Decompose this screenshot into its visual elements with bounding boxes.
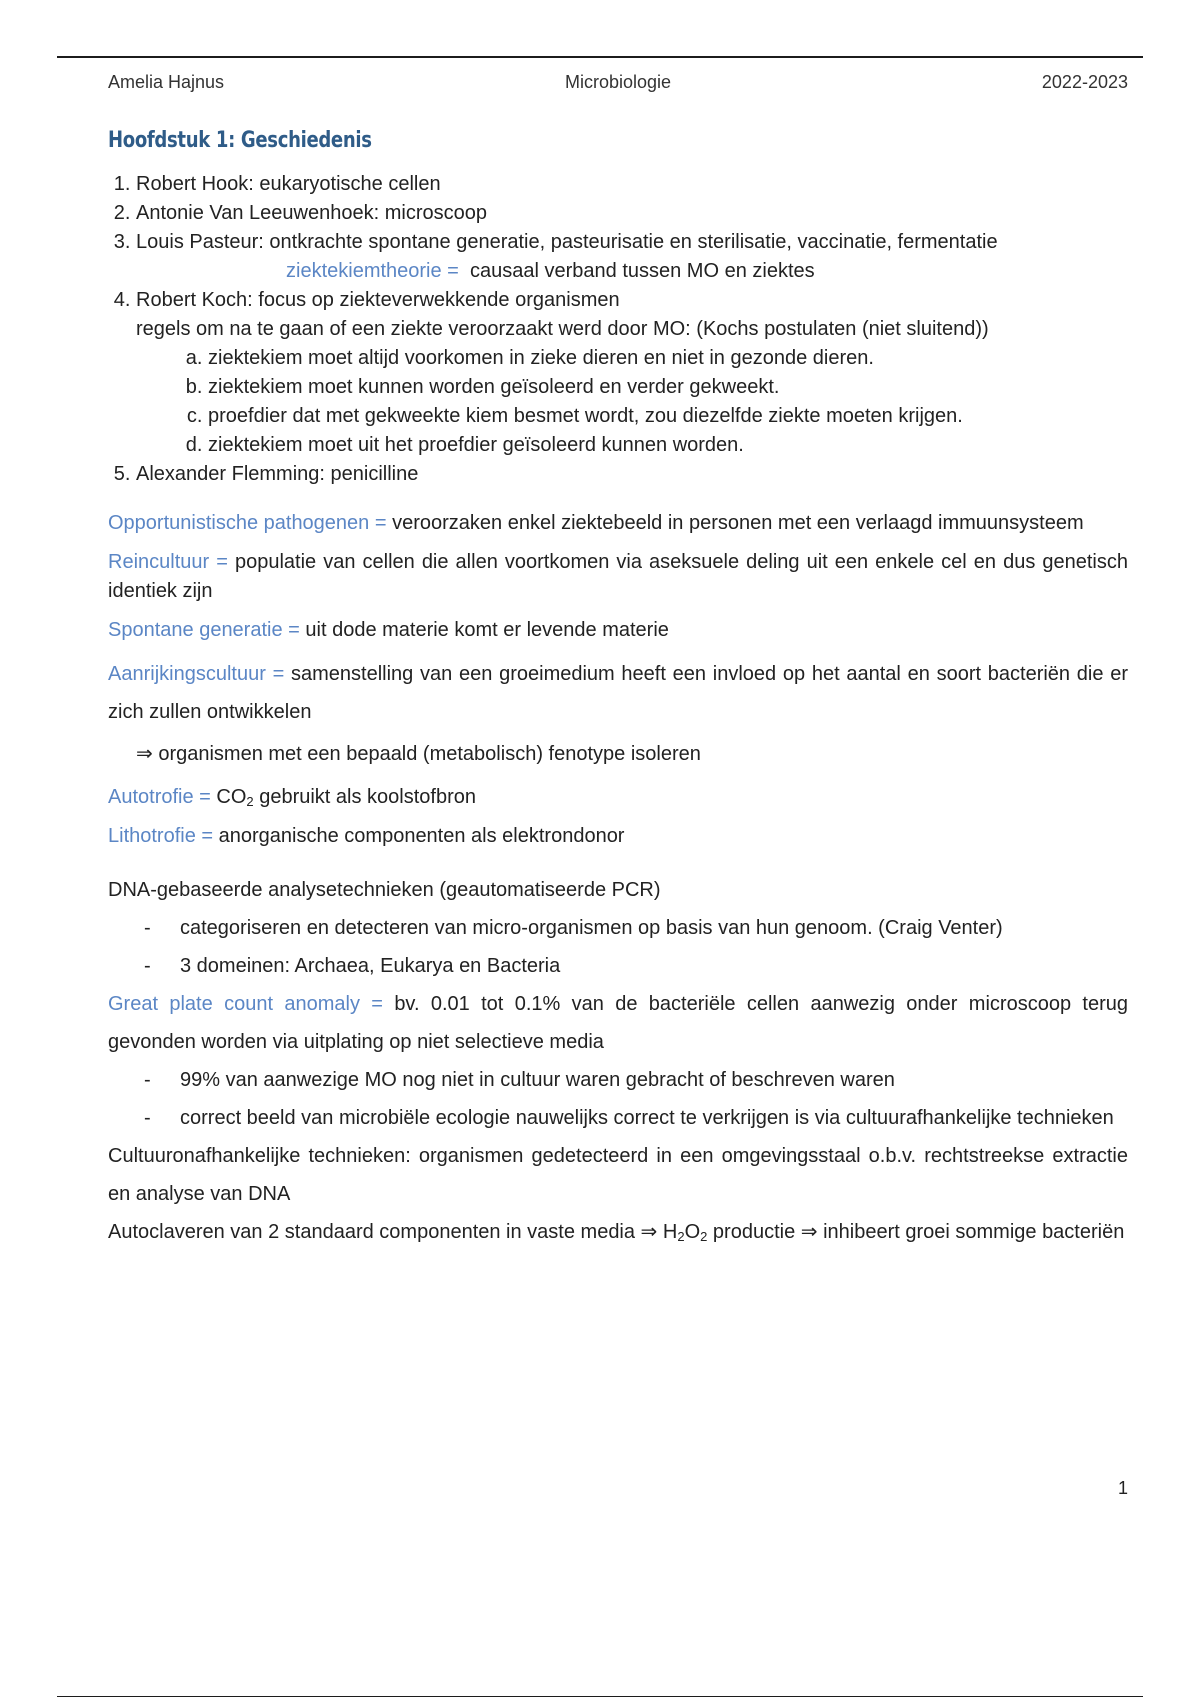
koch-rules-intro: regels om na te gaan of een ziekte veroorzaakt werd door MO: (Kochs postulaten (niet sluitend)) bbox=[136, 318, 989, 340]
page-number: 1 bbox=[1117, 1478, 1128, 1498]
document-body bbox=[108, 126, 1128, 1251]
history-item bbox=[136, 199, 1128, 228]
definition-text: bv. 0.01 tot 0.1% van de bacteriële cellen aanwezig onder microscoop terug gevonden worden via uitplating op niet selectieve media bbox=[108, 993, 1128, 1053]
chapter-title: Hoofdstuk 1: Geschiedenis bbox=[108, 128, 372, 153]
definition-text: populatie van cellen die allen voortkomen via aseksuele deling uit een enkele cel en dus genetisch identiek zijn bbox=[108, 551, 1129, 602]
definition-great-plate-count bbox=[108, 985, 1128, 1061]
history-item bbox=[136, 286, 1128, 460]
paragraph-text: O bbox=[684, 1221, 701, 1243]
germ-theory-term: ziektekiemtheorie = bbox=[286, 260, 459, 282]
bottom-rule bbox=[57, 1696, 1143, 1697]
postulate-item: d. ziektekiem moet uit het proefdier geïsoleerd kunnen worden. bbox=[208, 431, 1128, 460]
definition-pure-culture bbox=[108, 548, 1128, 606]
autoclave-paragraph bbox=[108, 1213, 1128, 1251]
postulate-item: c. proefdier dat met gekweekte kiem besmet wordt, zou diezelfde ziekte moeten krijgen. bbox=[208, 402, 1128, 431]
gpca-bullet-list bbox=[108, 1061, 1128, 1137]
header-author: Amelia Hajnus bbox=[108, 72, 225, 92]
definition-text: veroorzaken enkel ziektebeeld in personen met een verlaagd immuunsysteem bbox=[392, 512, 1084, 534]
subscript: 2 bbox=[677, 1229, 685, 1244]
header-course: Microbiologie bbox=[564, 72, 672, 92]
history-item-text: Antonie Van Leeuwenhoek: microscoop bbox=[136, 202, 487, 224]
definition-term: Autotrofie = bbox=[108, 786, 211, 808]
definition-autotrophy bbox=[108, 783, 1128, 812]
top-rule bbox=[57, 56, 1143, 58]
bullet-item: - 3 domeinen: Archaea, Eukarya en Bacteria bbox=[108, 947, 1128, 985]
definition-text: CO bbox=[216, 786, 247, 808]
definition-lithotrophy bbox=[108, 822, 1128, 851]
page-header bbox=[108, 72, 1128, 96]
definition-text: gebruikt als koolstofbron bbox=[259, 786, 476, 808]
definition-enrichment-culture bbox=[108, 655, 1128, 731]
bullet-item: - correct beeld van microbiële ecologie nauwelijks correct te verkrijgen is via cultuurafhankelijke technieken bbox=[108, 1099, 1128, 1137]
definition-term: Great plate count anomaly = bbox=[108, 993, 383, 1015]
history-list bbox=[108, 170, 1128, 489]
history-item-text: Robert Koch: focus op ziekteverwekkende organismen bbox=[136, 289, 620, 311]
subscript: 2 bbox=[700, 1229, 708, 1244]
header-year: 2022-2023 bbox=[1041, 72, 1128, 92]
culture-independent-paragraph: Cultuuronafhankelijke technieken: organismen gedetecteerd in een omgevingsstaal o.b.v. rechtstreekse extractie en analyse van DNA bbox=[108, 1145, 1128, 1205]
definition-text: uit dode materie komt er levende materie bbox=[305, 619, 669, 641]
definition-term: Reincultuur = bbox=[108, 551, 228, 573]
history-item bbox=[136, 228, 1128, 286]
germ-theory-text: causaal verband tussen MO en ziektes bbox=[470, 260, 815, 282]
definition-term: Aanrijkingscultuur = bbox=[108, 663, 285, 685]
enrichment-consequence: ⇒ organismen met een bepaald (metabolisch) fenotype isoleren bbox=[136, 743, 701, 765]
history-item bbox=[136, 460, 1128, 489]
definition-text: samenstelling van een groeimedium heeft een invloed op het aantal en soort bacteriën die er zich zullen ontwikkelen bbox=[108, 663, 1128, 723]
definition-term: Spontane generatie = bbox=[108, 619, 300, 641]
paragraph-text: productie ⇒ inhibeert groei sommige bacteriën bbox=[712, 1221, 1125, 1243]
dna-bullet-list bbox=[108, 909, 1128, 985]
definition-spontaneous-generation bbox=[108, 616, 1128, 645]
koch-postulates-list bbox=[136, 344, 1128, 460]
postulate-item: b. ziektekiem moet kunnen worden geïsoleerd en verder gekweekt. bbox=[208, 373, 1128, 402]
definition-term: Opportunistische pathogenen = bbox=[108, 512, 387, 534]
bullet-item: - 99% van aanwezige MO nog niet in cultuur waren gebracht of beschreven waren bbox=[108, 1061, 1128, 1099]
postulate-item: a. ziektekiem moet altijd voorkomen in zieke dieren en niet in gezonde dieren. bbox=[208, 344, 1128, 373]
history-item bbox=[136, 170, 1128, 199]
definition-text: anorganische componenten als elektrondonor bbox=[218, 825, 625, 847]
subscript: 2 bbox=[246, 794, 254, 809]
history-item-text: Alexander Flemming: penicilline bbox=[136, 463, 419, 485]
history-item-text: Robert Hook: eukaryotische cellen bbox=[136, 173, 441, 195]
germ-theory-definition bbox=[136, 257, 1128, 286]
history-item-text: Louis Pasteur: ontkrachte spontane generatie, pasteurisatie en sterilisatie, vaccinatie, fermentatie bbox=[136, 231, 998, 253]
dna-heading: DNA-gebaseerde analysetechnieken (geautomatiseerde PCR) bbox=[108, 879, 661, 901]
paragraph-text: Autoclaveren van 2 standaard componenten in vaste media ⇒ H bbox=[108, 1221, 678, 1243]
definition-term: Lithotrofie = bbox=[108, 825, 214, 847]
bullet-item: - categoriseren en detecteren van micro-organismen op basis van hun genoom. (Craig Venter) bbox=[108, 909, 1128, 947]
definition-opportunistic bbox=[108, 509, 1128, 538]
